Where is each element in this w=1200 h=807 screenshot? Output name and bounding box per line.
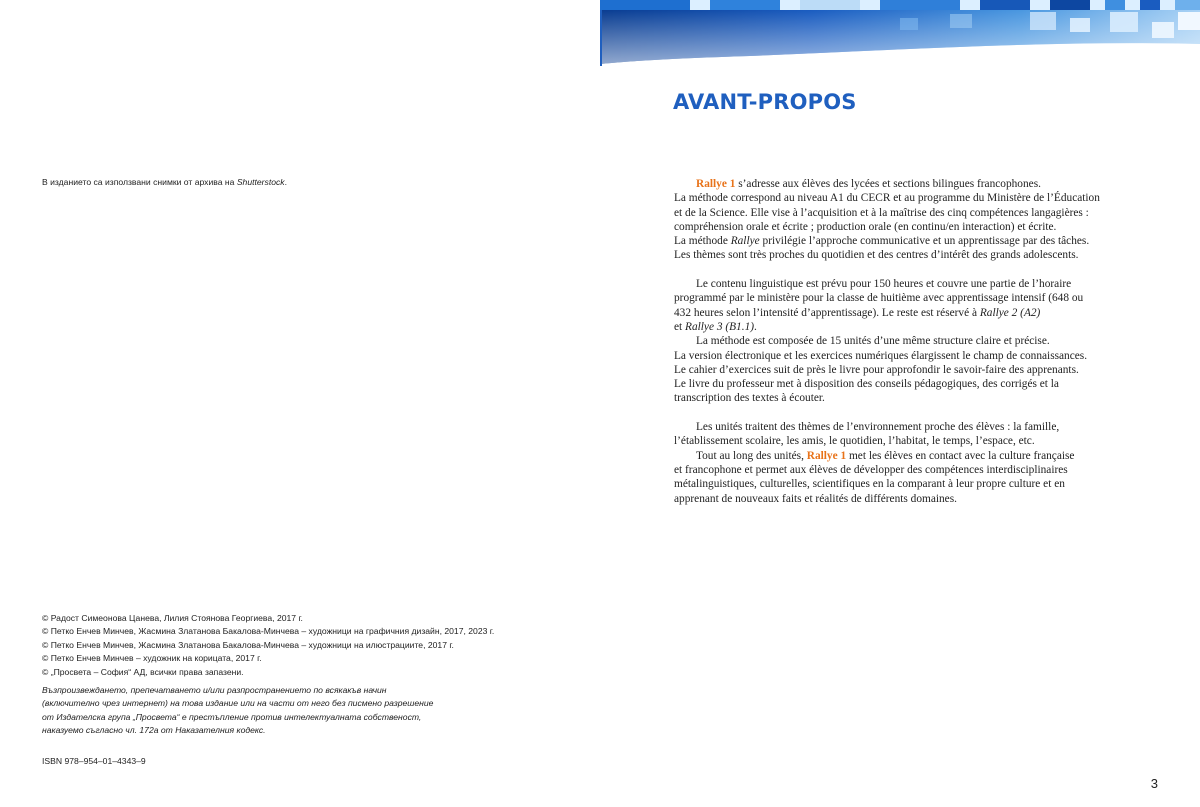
paragraph-line: l’établissement scolaire, les amis, le quotidien, l’habitat, le temps, l’espace, etc.: [674, 435, 1035, 448]
foreword-body: [674, 177, 1134, 506]
text-span: privilégie l’approche communicative et un apprentissage par des tâches.: [759, 235, 1090, 248]
paragraph-line: compréhension orale et écrite ; production orale (en continu/en interaction) et écrite.: [674, 220, 1057, 233]
legal-line: (включително чрез интернет) на това издание или на части от него без писмено разрешение: [42, 698, 434, 709]
legal-line: наказуемо съгласно чл. 172а от Наказателния кодекс.: [42, 725, 266, 736]
paragraph-gap: [674, 406, 1134, 420]
paragraph-line: transcription des textes à écouter.: [674, 392, 825, 405]
page-number: 3: [1150, 776, 1158, 791]
text-span: met les élèves en contact avec la culture française: [846, 449, 1075, 462]
brand-name: Rallye 1: [696, 178, 736, 190]
text-span: et: [674, 320, 686, 333]
paragraph-line: La version électronique et les exercices numériques élargissent le champ de connaissances.: [674, 349, 1088, 362]
paragraph-line: Les thèmes sont très proches du quotidien et des centres d’intérêt des grands adolescents.: [674, 249, 1079, 262]
legal-line: Възпроизвеждането, препечатването и/или разпространението по всякакъв начин: [42, 685, 387, 695]
paragraph-line: Les unités traitent des thèmes de l’environnement proche des élèves : la famille,: [696, 421, 1060, 434]
paragraph-line: [674, 320, 1134, 334]
photo-credit-end: .: [284, 177, 287, 187]
photo-credit-source: Shutterstock: [236, 177, 285, 187]
paragraph-line: apprenant de nouveaux faits et réalités de différents domaines.: [674, 492, 957, 505]
paragraph-line: [674, 177, 1134, 191]
copyright-line: © „Просвета – София“ АД, всички права запазени.: [42, 666, 244, 677]
paragraph-line: [674, 449, 1134, 463]
brand-name: Rallye 1: [806, 449, 847, 462]
isbn: ISBN 978–954–01–4343–9: [42, 756, 146, 766]
text-span: .: [754, 320, 757, 333]
copyright-line: © Петко Енчев Минчев, Жасмина Златанова Бакалова-Минчева – художници на илюстрациите, 2017 г.: [42, 639, 454, 650]
paragraph-line: et francophone et permet aux élèves de développer des compétences interdisciplinaires: [674, 463, 1068, 476]
italic-span: Rallye 3 (B1.1): [685, 320, 755, 333]
text-span: s’adresse aux élèves des lycées et sections bilingues francophones.: [735, 178, 1041, 190]
copyright-line: © Петко Енчев Минчев – художник на корицата, 2017 г.: [42, 653, 262, 664]
paragraph-line: [674, 234, 1134, 248]
right-page: [600, 0, 1200, 807]
legal-notice: [42, 684, 433, 738]
text-span: Tout au long des unités,: [696, 449, 807, 462]
page-title: AVANT-PROPOS: [673, 90, 857, 114]
decorative-header-band: [600, 0, 1200, 66]
copyright-list: [42, 612, 494, 679]
paragraph-line: métalinguistiques, culturelles, scientifiques en la comparant à leur propre culture et en: [674, 478, 1065, 491]
text-span: La méthode: [674, 235, 731, 248]
italic-span: Rallye: [730, 235, 760, 248]
copyright-line: © Радост Симеонова Цанева, Лилия Стоянова Георгиева, 2017 г.: [42, 613, 303, 623]
paragraph-line: La méthode correspond au niveau A1 du CECR et au programme du Ministère de l’Éducation: [674, 192, 1100, 205]
paragraph-line: Le livre du professeur met à disposition des conseils pédagogiques, des corrigés et la: [674, 378, 1059, 391]
paragraph-line: [674, 306, 1134, 320]
paragraph-line: Le contenu linguistique est prévu pour 150 heures et couvre une partie de l’horaire: [696, 278, 1072, 291]
paragraph-line: programmé par le ministère pour la classe de huitième avec apprentissage intensif (648 ou: [674, 292, 1084, 305]
photo-credit-note: [42, 177, 287, 187]
legal-line: от Издателска група „Просвета“ е престъпление против интелектуалната собственост,: [42, 711, 422, 722]
copyright-line: © Петко Енчев Минчев, Жасмина Златанова Бакалова-Минчева – художници на графичния дизайн, 2017, 2023 г.: [42, 626, 495, 637]
italic-span: Rallye 2 (A2): [979, 306, 1041, 319]
header-band-graphic: [600, 0, 1200, 66]
paragraph-line: et de la Science. Elle vise à l’acquisition et à la maîtrise des cinq compétences langagières :: [674, 206, 1089, 219]
text-span: 432 heures selon l’intensité d’apprentissage). Le reste est réservé à: [674, 306, 980, 319]
paragraph-gap: [674, 263, 1134, 277]
paragraph-line: La méthode est composée de 15 unités d’une même structure claire et précise.: [696, 335, 1050, 348]
paragraph-line: Le cahier d’exercices suit de près le livre pour approfondir le savoir-faire des apprenants.: [674, 363, 1079, 376]
photo-credit-text: В изданието са използвани снимки от архива на: [42, 177, 237, 187]
